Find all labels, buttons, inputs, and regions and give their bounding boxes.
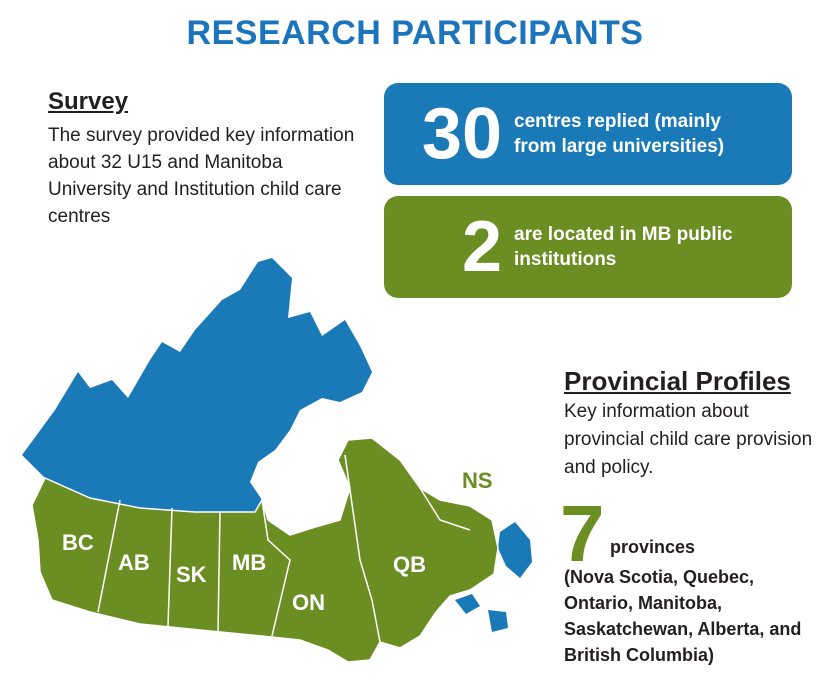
newfoundland-labrador-region (498, 522, 532, 578)
map-label-bc: BC (62, 530, 94, 555)
map-label-sk: SK (176, 562, 207, 587)
map-label-ab: AB (118, 550, 150, 575)
provincial-profiles-description: Key information about provincial child care provision and policy. (564, 401, 813, 478)
page-title: RESEARCH PARTICIPANTS (186, 14, 644, 52)
survey-description: The survey provided key information about 32 U15 and Manitoba University and Institution child care centres (48, 125, 355, 227)
provinces-count-label: provinces (610, 537, 696, 557)
stat-text-centres: centres replied (mainly from large universities) (514, 111, 725, 157)
stat-number-centres: 30 (421, 94, 502, 174)
stat-number-mb: 2 (461, 207, 502, 287)
provincial-profiles-heading: Provincial Profiles (564, 366, 791, 396)
stat-text-mb: are located in MB public institutions (514, 224, 733, 270)
map-label-mb: MB (232, 550, 267, 575)
map-label-ns: NS (462, 468, 493, 493)
survey-heading: Survey (48, 88, 129, 115)
provinces-list: (Nova Scotia, Quebec, Ontario, Manitoba, Saskatchewan, Alberta, and British Columbia) (564, 567, 802, 665)
provinces-count: 7 (560, 489, 605, 578)
stat-box-centres-replied (384, 83, 792, 185)
map-label-qb: QB (393, 552, 426, 577)
pei-region (455, 594, 480, 614)
maritime-island (488, 610, 508, 632)
territories-region (22, 258, 372, 512)
map-label-on: ON (292, 590, 325, 615)
canada-map (0, 240, 560, 698)
